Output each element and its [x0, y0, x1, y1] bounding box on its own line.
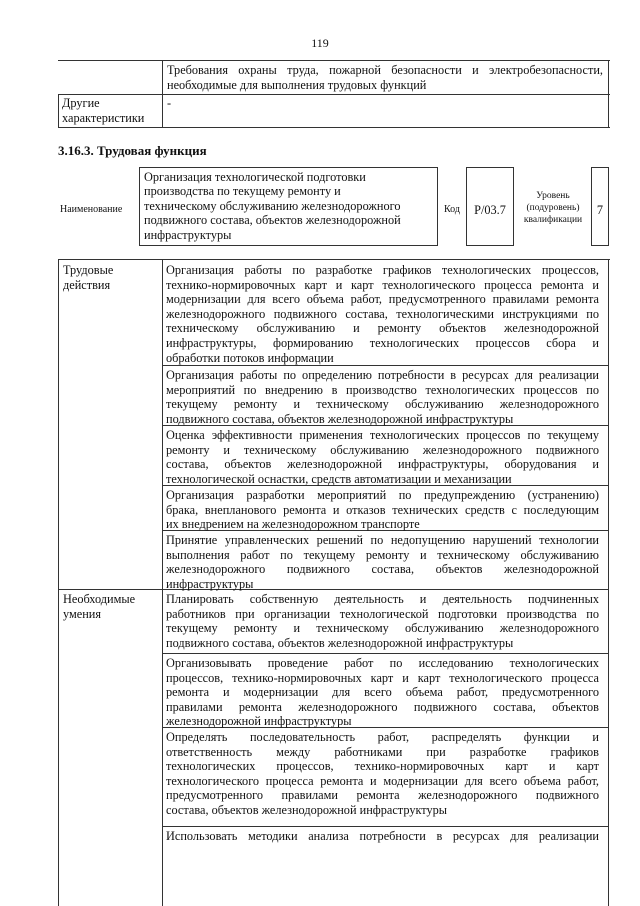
- labor-action-1-line-6: инфраструктуры, формированию технологических процессов сбора и: [166, 335, 599, 350]
- skill-3-line-2: ответственность между работниками при разработке графиков: [166, 744, 599, 759]
- labor-action-2: [166, 368, 599, 426]
- top-table-row2-label-line2: характеристики: [62, 111, 145, 125]
- labor-action-5: [166, 533, 599, 591]
- skill-3-line-5: предусмотренного правилами ремонта железнодорожного подвижного: [166, 788, 599, 803]
- labor-action-2-line-1: Организация работы по определению потребности в ресурсах для реализации: [166, 368, 599, 382]
- skills-label-line-1: Необходимые: [63, 592, 136, 606]
- main-table-border-top: [58, 259, 610, 260]
- labor-action-4-line-1: Организация разработки мероприятий по предупреждению (устранению): [166, 488, 599, 502]
- labor-action-1-line-5: техническому обслуживанию и ремонту объектов железнодорожной: [166, 321, 599, 336]
- main-table-border-right: [608, 259, 609, 906]
- top-table-row-divider: [58, 94, 610, 95]
- labor-action-1-line-3: модернизации для всего объема работ, предусмотренного правилами ремонта: [166, 292, 599, 307]
- level-label-line-3: квалификации: [523, 215, 583, 225]
- skill-1-line-3: текущему ремонту и техническому обслуживанию железнодорожного: [166, 621, 599, 636]
- skill-3: [166, 730, 599, 818]
- skill-2-line-4: правилами ремонта железнодорожного подвижного состава, объектов: [166, 699, 599, 714]
- skill-4-line-1: Использовать методики анализа потребности в ресурсах для реализации: [166, 829, 599, 843]
- labor-action-5-line-2: выполнения работ по текущему ремонту и техническому обслуживанию: [166, 547, 599, 562]
- labor-action-4-line-3: их внедрением на железнодорожном транспорте: [166, 517, 420, 532]
- labor-action-5-line-1: Принятие управленческих решений по недопущению нарушений технологии: [166, 533, 599, 547]
- skills-label-line-2: умения: [63, 606, 102, 621]
- skill-1-line-4: подвижного состава, объектов железнодорожной инфраструктуры: [166, 635, 514, 650]
- labor-action-3-line-3: состава, объектов железнодорожной инфраструктуры, оборудования и: [166, 457, 599, 472]
- labor-action-3-line-2: ремонту и техническому обслуживанию железнодорожного подвижного: [166, 442, 599, 457]
- labor-action-3-line-1: Оценка эффективности применения технологических процессов по текущему: [166, 428, 599, 442]
- skill-3-line-1: Определять последовательность работ, распределять функции и: [166, 730, 599, 744]
- labor-action-2-line-4: подвижного состава, объектов железнодорожной инфраструктуры: [166, 411, 514, 426]
- skill-1-line-2: работников при организации технологической подготовки производства по: [166, 606, 599, 621]
- level-label-line-1: Уровень: [536, 191, 570, 201]
- name-value-line-2: производства по текущему ремонту и: [144, 184, 341, 199]
- labor-action-1-line-1: Организация работы по разработке графиков технологических процессов,: [166, 263, 599, 277]
- main-table-column-divider: [162, 259, 163, 906]
- labor-actions-label: [63, 263, 113, 292]
- top-table-row2-label-line1: Другие: [62, 96, 100, 110]
- top-table-row1-line1: Требования охраны труда, пожарной безопасности и электробезопасности,: [167, 63, 603, 77]
- top-table-border-bottom: [58, 127, 610, 128]
- skill-2-line-1: Организовывать проведение работ по исследованию технологических: [166, 656, 599, 670]
- page-number: 119: [311, 36, 329, 50]
- labor-action-1-line-4: железнодорожного подвижного состава, технологическими инструкциями по: [166, 306, 599, 321]
- skill-2: [166, 656, 599, 729]
- skill-2-line-5: железнодорожной инфраструктуры: [166, 714, 352, 729]
- top-table-row2-value: -: [167, 96, 172, 110]
- name-value-line-1: Организация технологической подготовки: [144, 170, 366, 184]
- name-value-line-4: подвижного состава, объектов железнодорожной: [144, 213, 401, 228]
- labor-action-3-line-4: технологической оснастки, средств автоматизации и механизации: [166, 471, 512, 486]
- labor-action-1-line-2: технико-нормировочных карт и карт технологического процесса ремонта и: [166, 277, 599, 292]
- code-label: Код: [444, 204, 460, 215]
- labor-action-2-line-2: мероприятий по внедрению в производство технологических процессов по: [166, 382, 599, 397]
- labor-actions-label-line-1: Трудовые: [63, 263, 114, 277]
- labor-action-2-line-3: текущему ремонту и техническому обслуживанию железнодорожного: [166, 397, 599, 412]
- labor-action-3: [166, 428, 599, 486]
- top-table-row1-line2: необходимые для выполнения трудовых функций: [167, 78, 427, 92]
- name-value: [144, 170, 436, 242]
- main-table-border-left: [58, 259, 59, 906]
- level-label: [516, 190, 590, 226]
- skill-2-line-3: ремонта и модернизации для всего объема работ, предусмотренного: [166, 685, 599, 700]
- skill-3-line-6: состава, объектов железнодорожной инфраструктуры: [166, 802, 448, 817]
- top-table-border-top: [58, 60, 610, 61]
- labor-action-4: [166, 488, 599, 532]
- top-table-border-left: [58, 94, 59, 128]
- level-value: 7: [596, 203, 604, 217]
- skill-4: [166, 829, 599, 844]
- row-divider-5: [162, 653, 609, 654]
- code-value: Р/03.7: [474, 203, 506, 217]
- skills-label: [63, 592, 135, 621]
- skill-3-line-4: технологического процесса ремонта и модернизации для всего объема работ,: [166, 773, 599, 788]
- skill-2-line-2: процессов, технико-нормировочных карт и карт технологического процесса: [166, 670, 599, 685]
- name-value-line-3: техническому обслуживанию железнодорожного: [144, 198, 401, 213]
- labor-action-1: [166, 263, 599, 365]
- skill-1-line-1: Планировать собственную деятельность и деятельность подчиненных: [166, 592, 599, 606]
- labor-action-4-line-2: брака, внепланового ремонта и отказов технических средств с последующим: [166, 502, 599, 517]
- level-label-line-2: (подуровень): [526, 203, 580, 213]
- labor-action-5-line-4: инфраструктуры: [166, 576, 254, 591]
- skill-1: [166, 592, 599, 650]
- labor-action-5-line-3: железнодорожного подвижного состава, объектов железнодорожной: [166, 562, 599, 577]
- skill-3-line-3: технологических процессов, технико-нормировочных карт и карт: [166, 759, 599, 774]
- row-divider-7: [162, 826, 609, 827]
- section-title: 3.16.3. Трудовая функция: [58, 143, 207, 158]
- name-label: Наименование: [60, 204, 123, 215]
- labor-actions-label-line-2: действия: [63, 277, 111, 292]
- name-value-line-5: инфраструктуры: [144, 227, 232, 242]
- labor-action-1-line-7: обработки потоков информации: [166, 350, 334, 365]
